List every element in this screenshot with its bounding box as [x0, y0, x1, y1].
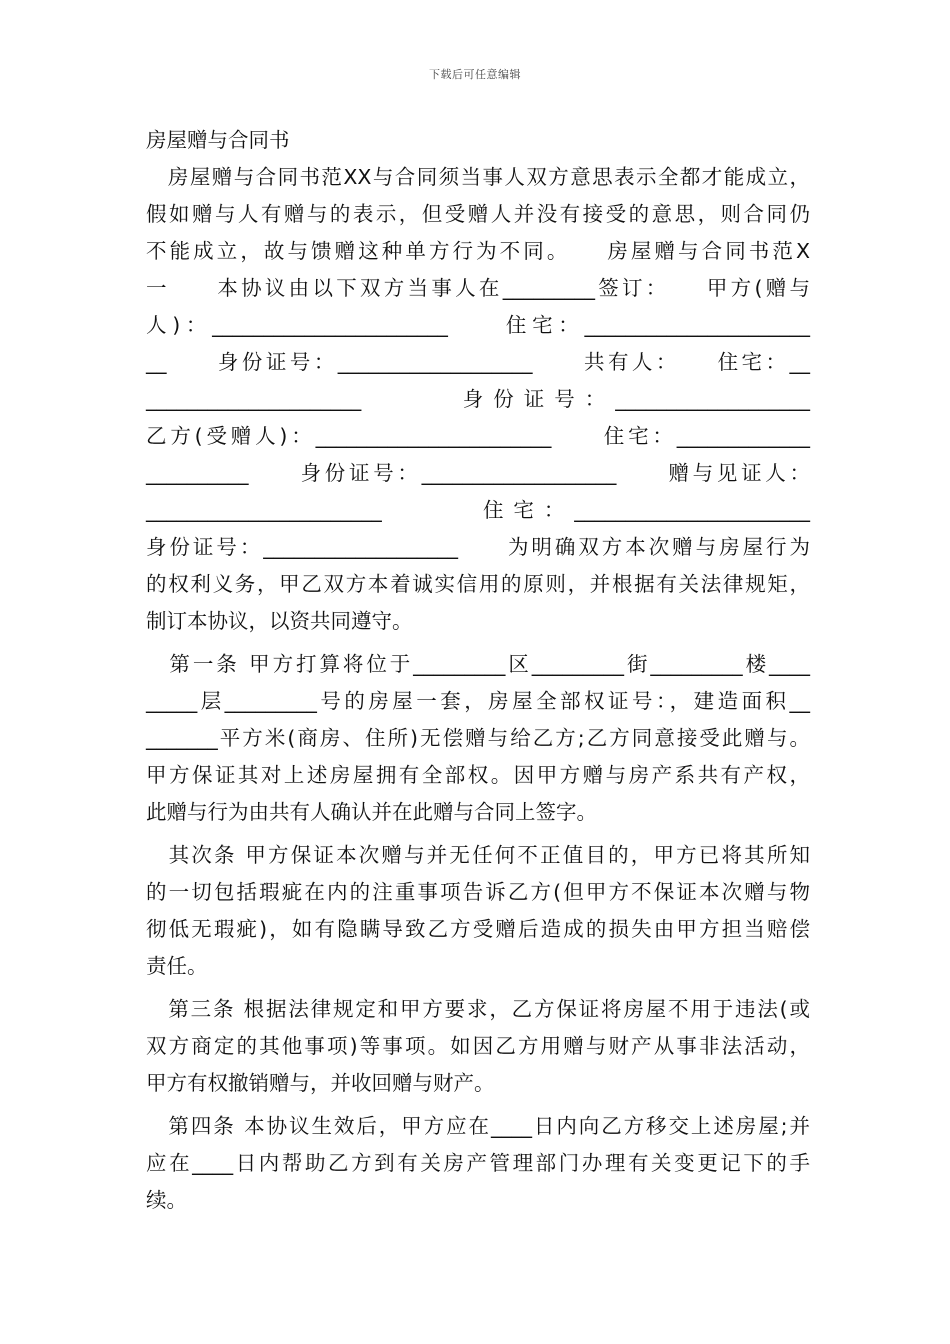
article-3-paragraph [146, 991, 810, 1102]
text-line: 第三条 根据法律规定和甲方要求，乙方保证将房屋不用于违法(或 [146, 997, 810, 1021]
text-line: _______平方米(商房、住所)无偿赠与给乙方;乙方同意接受此赠与。 [146, 726, 810, 750]
text-line: 假如赠与人有赠与的表示，但受赠人并没有接受的意思，则合同仍 [146, 202, 810, 226]
text-line: 责任。 [146, 954, 208, 978]
text-line: 一 本协议由以下双方当事人在_________签订： 甲方(赠与 [146, 276, 810, 300]
text-line: _____层_________号的房屋一套，房屋全部权证号：，建造面积__ [146, 689, 810, 713]
article-1-paragraph [146, 646, 810, 831]
page-header: 下载后可任意编辑 [429, 68, 521, 81]
text-line: 其次条 甲方保证本次赠与并无任何不正值目的，甲方已将其所知 [146, 843, 810, 867]
text-line: 的一切包括瑕疵在内的注重事项告诉乙方(但甲方不保证本次赠与物 [146, 880, 810, 904]
text-line: 制订本协议，以资共同遵守。 [146, 609, 413, 633]
text-line: 甲方保证其对上述房屋拥有全部权。因甲方赠与房产系共有产权， [146, 763, 810, 787]
text-line: 人)：_______________________ 住宅：______________________ [146, 313, 810, 337]
text-line: __ 身份证号：___________________ 共有人： 住宅：__ [146, 350, 810, 374]
text-line: 房屋赠与合同书范XX与合同须当事人双方意思表示全都才能成立， [146, 165, 810, 189]
text-line: 双方商定的其他事项)等事项。如因乙方用赠与财产从事非法活动， [146, 1034, 810, 1058]
document-title: 房屋赠与合同书 [146, 128, 290, 152]
text-line: 甲方有权撤销赠与，并收回赠与财产。 [146, 1071, 495, 1095]
text-line: _______________________ 住宅：_______________________ [146, 498, 810, 522]
text-line: __________ 身份证号：___________________ 赠与见证人： [146, 461, 810, 485]
text-line: 乙方(受赠人)：_______________________ 住宅：_____________ [146, 424, 810, 448]
article-2-paragraph [146, 837, 810, 985]
text-line: 应在____日内帮助乙方到有关房产管理部门办理有关变更记下的手 [146, 1151, 810, 1175]
text-line: 的权利义务，甲乙双方本着诚实信用的原则，并根据有关法律规矩， [146, 572, 810, 596]
text-line: 第四条 本协议生效后，甲方应在____日内向乙方移交上述房屋;并 [146, 1114, 810, 1138]
intro-paragraph [146, 159, 810, 640]
text-line: 彻低无瑕疵)，如有隐瞒导致乙方受赠后造成的损失由甲方担当赔偿 [146, 917, 810, 941]
text-line: 身份证号：___________________ 为明确双方本次赠与房屋行为 [146, 535, 810, 559]
text-line: 不能成立，故与馈赠这种单方行为不同。 房屋赠与合同书范X [146, 239, 810, 263]
article-4-paragraph [146, 1108, 810, 1219]
text-line: 第一条 甲方打算将位于_________区_________街_________楼____ [146, 652, 810, 676]
text-line: 续。 [146, 1188, 187, 1212]
text-line: _____________________ 身份证号：___________________ [146, 387, 810, 411]
text-line: 此赠与行为由共有人确认并在此赠与合同上签字。 [146, 800, 597, 824]
document-body [146, 122, 810, 1219]
